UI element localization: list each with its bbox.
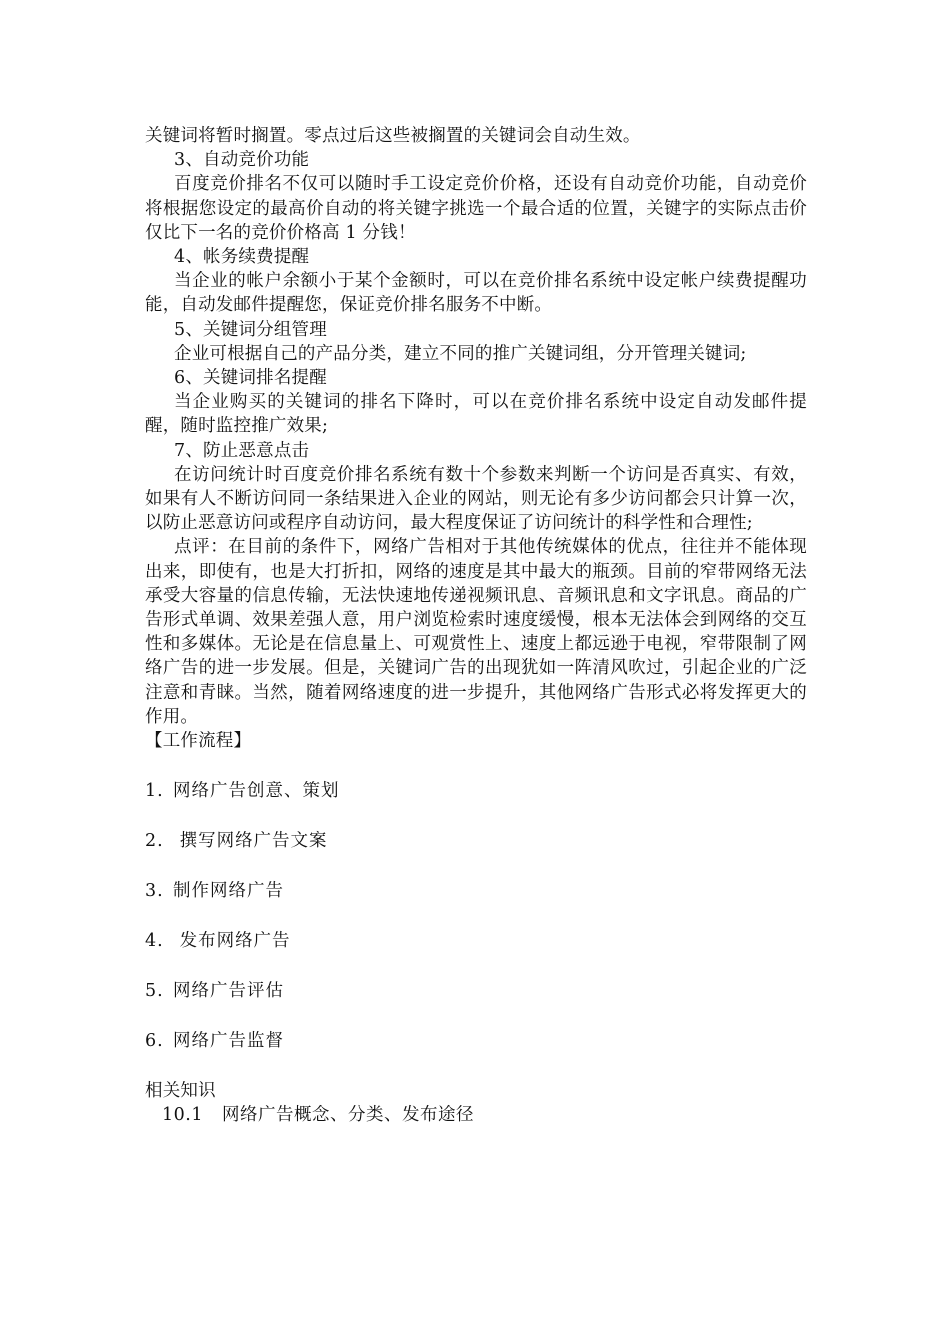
list-item-label: 网络广告创意、策划 <box>173 781 340 802</box>
paragraph-click-fraud: 在访问统计时百度竞价排名系统有数十个参数来判断一个访问是否真实、有效，如果有人不断访问同一条结果进入企业的网站，则无论有多少访问都会只计算一次，以防止恶意访问或程序自动访问，最大程度保证了访问统计的科学性和合理性; <box>145 464 807 534</box>
list-item-number: 1. <box>145 781 164 802</box>
list-item <box>145 929 807 979</box>
workflow-list <box>145 779 807 1079</box>
paragraph-continued: 关键词将暂时搁置。零点过后这些被搁置的关键词会自动生效。 <box>145 126 641 146</box>
list-item <box>145 829 807 879</box>
list-item-number: 5. <box>145 981 164 1002</box>
list-item <box>145 979 807 1029</box>
list-item <box>145 1029 807 1079</box>
paragraph-ranking-reminder: 当企业购买的关键词的排名下降时，可以在竞价排名系统中设定自动发邮件提醒，随时监控推广效果; <box>145 392 807 437</box>
paragraph-commentary: 点评：在目前的条件下，网络广告相对于其他传统媒体的优点，往往并不能体现出来，即使有，也是大打折扣，网络的速度是其中最大的瓶颈。目前的窄带网络无法承受大容量的信息传输，无法快速地传递视频讯息、音频讯息和文字讯息。商品的广告形式单调、效果差强人意，用户浏览检索时速度缓慢，根本无法体会到网络的交互性和多媒体。无论是在信息量上、可观赏性上、速度上都远逊于电视，窄带限制了网络广告的进一步发展。但是，关键词广告的出现犹如一阵清风吹过，引起企业的广泛注意和青睐。当然，随着网络速度的进一步提升，其他网络广告形式必将发挥更大的作用。 <box>145 537 807 727</box>
list-item-number: 4. <box>145 931 164 952</box>
paragraph-keyword-groups: 企业可根据自己的产品分类，建立不同的推广关键词组，分开管理关键词; <box>174 343 747 364</box>
list-item-label: 网络广告监督 <box>173 1031 284 1052</box>
workflow-title: 【工作流程】 <box>145 731 252 752</box>
paragraph-renewal-reminder: 当企业的帐户余额小于某个金额时，可以在竞价排名系统中设定帐户续费提醒功能，自动发邮件提醒您，保证竞价排名服务不中断。 <box>145 271 807 316</box>
document-page <box>145 124 807 1128</box>
paragraph-auto-bidding: 百度竞价排名不仅可以随时手工设定竞价价格，还设有自动竞价功能，自动竞价将根据您设定的最高价自动的将关键字挑选一个最合适的位置，关键字的实际点击价仅比下一名的竞价价格高 1 分钱！ <box>145 174 807 243</box>
list-item-label: 撰写网络广告文案 <box>173 831 328 852</box>
list-item-label: 发布网络广告 <box>173 931 291 952</box>
list-item-label: 制作网络广告 <box>173 881 284 902</box>
section-reference <box>145 1103 807 1127</box>
list-item-number: 6. <box>145 1031 164 1052</box>
heading-click-fraud: 7、防止恶意点击 <box>174 440 310 461</box>
list-item-label: 网络广告评估 <box>173 981 284 1002</box>
list-item <box>145 879 807 929</box>
list-item-number: 3. <box>145 881 164 902</box>
heading-renewal-reminder: 4、帐务续费提醒 <box>174 247 310 268</box>
heading-keyword-groups: 5、关键词分组管理 <box>174 319 327 340</box>
section-number: 10.1 <box>162 1105 203 1126</box>
section-label: 网络广告概念、分类、发布途径 <box>222 1105 474 1126</box>
list-item <box>145 779 807 829</box>
heading-ranking-reminder: 6、关键词排名提醒 <box>174 368 327 389</box>
heading-auto-bidding: 3、自动竞价功能 <box>174 150 310 171</box>
related-knowledge-title: 相关知识 <box>145 1081 216 1102</box>
list-item-number: 2. <box>145 831 164 852</box>
